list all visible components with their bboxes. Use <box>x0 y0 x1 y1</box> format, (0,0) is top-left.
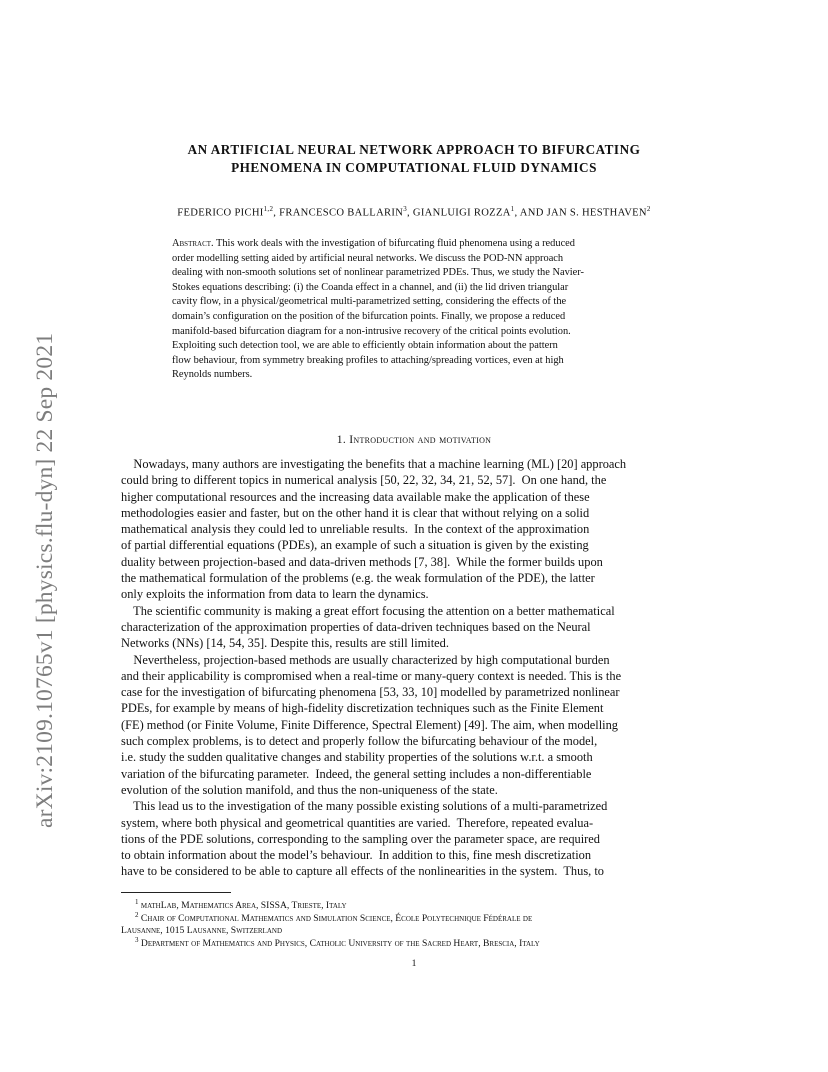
footnote-text: mathLab, Mathematics Area, SISSA, Trieste, Italy <box>140 900 347 912</box>
abstract-line: Exploiting such detection tool, we are able to efficiently obtain information about the pattern <box>172 340 558 352</box>
author-name: JAN S. HESTHAVEN <box>546 207 647 219</box>
body-line: Networks (NNs) [14, 54, 35]. Despite this, results are still limited. <box>121 636 449 651</box>
body-line: such complex problems, is to detect and properly follow the bifurcating behaviour of the model, <box>121 734 598 749</box>
footnote-marker: 1 <box>135 898 139 906</box>
abstract-line: order modelling setting aided by artificial neural networks. We discuss the POD-NN approach <box>172 252 564 264</box>
abstract-line: Reynolds numbers. <box>172 369 253 381</box>
body-line: higher computational resources and the increasing data available make the application of these <box>121 489 590 504</box>
author-separator: , <box>273 207 280 219</box>
affiliation-marker: 1,2 <box>263 205 274 213</box>
abstract-line: cavity flow, in a physical/geometrical multi-parametrized setting, considering the effects of the <box>172 296 567 308</box>
body-line: have to be considered to be able to capture all effects of the nonlinearities in the system. Thus, to <box>121 864 604 879</box>
footnote-text: Chair of Computational Mathematics and Simulation Science, École Polytechnique Fédérale de <box>140 912 533 924</box>
body-line: of partial differential equations (PDEs), an example of such a situation is given by the existing <box>121 538 589 553</box>
title-line: PHENOMENA IN COMPUTATIONAL FLUID DYNAMICS <box>231 160 597 175</box>
abstract <box>172 237 658 383</box>
body-line: duality between projection-based and data-driven methods [7, 38]. While the former builds upon <box>121 554 603 569</box>
author-name: FEDERICO PICHI <box>177 207 264 219</box>
page-number: 1 <box>411 958 417 969</box>
body-line: could bring to different topics in numerical analysis [50, 22, 32, 34, 21, 52, 57]. On one hand, the <box>121 473 607 488</box>
abstract-line <box>172 237 658 252</box>
body-line: and their applicability is compromised when a real-time or many-query context is needed. This is the <box>121 668 622 683</box>
abstract-line: flow behaviour, from symmetry breaking profiles to attaching/spreading vortices, even at high <box>172 354 564 366</box>
body-line: to obtain information about the model’s behaviour. In addition to this, fine mesh discretization <box>121 848 592 863</box>
body-line: methodologies easier and faster, but on the other hand it is clear that without relying on a solid <box>121 505 590 520</box>
affiliation-marker: 3 <box>403 205 407 213</box>
arxiv-identifier[interactable]: arXiv:2109.10765v1 [physics.flu-dyn] 22 Sep 2021 <box>32 332 58 828</box>
section-heading: 1. Introduction and motivation <box>336 433 492 446</box>
abstract-heading: Abstract. <box>172 238 214 249</box>
footnote-marker: 3 <box>135 935 139 944</box>
footnote-rule <box>121 892 231 893</box>
author-name: GIANLUIGI ROZZA <box>412 207 511 219</box>
body-line: case for the investigation of bifurcating phenomena [53, 33, 10] modelled by parametrized nonlinear <box>121 685 620 700</box>
author-separator: , AND <box>514 207 547 219</box>
body-line: i.e. study the sudden qualitative changes and stability properties of the solutions w.r.t. a smooth <box>121 750 593 765</box>
footnote-text: Department of Mathematics and Physics, Catholic University of the Sacred Heart, Brescia, Italy <box>140 937 540 949</box>
abstract-line: domain’s configuration on the position of the bifurcation points. Finally, we propose a reduced <box>172 310 566 322</box>
body-line: mathematical analysis they could led to unreliable results. In the context of the approximation <box>121 522 590 537</box>
author-name: FRANCESCO BALLARIN <box>279 207 404 219</box>
affiliation-marker: 1 <box>510 205 515 213</box>
paper-title <box>120 141 708 177</box>
footnote <box>121 909 711 922</box>
body-line: characterization of the approximation properties of data-driven techniques based on the Neural <box>121 619 591 634</box>
abstract-line: dealing with non-smooth solutions set of nonlinear parametrized PDEs. Thus, we study the Navier- <box>172 267 584 279</box>
body-line: system, where both physical and geometrical quantities are varied. Therefore, repeated evalua- <box>121 815 594 830</box>
footnote <box>121 896 711 912</box>
author-list <box>100 202 728 221</box>
body-text <box>121 456 709 880</box>
author-separator: , <box>407 207 413 219</box>
footnote-text: Lausanne, 1015 Lausanne, Switzerland <box>121 925 283 937</box>
abstract-line: Stokes equations describing: (i) the Coanda effect in a channel, and (ii) the lid driven triangular <box>172 281 569 293</box>
body-line: the mathematical formulation of the problems (e.g. the weak formulation of the PDE), the latter <box>121 571 595 586</box>
footnotes <box>121 896 711 949</box>
abstract-line: manifold-based bifurcation diagram for a non-intrusive recovery of the critical points evolution. <box>172 325 571 337</box>
body-line: Nowadays, many authors are investigating the benefits that a machine learning (ML) [20] approach <box>121 457 627 471</box>
body-line: PDEs, for example by means of high-fidelity discretization techniques such as the Finite Element <box>121 701 604 716</box>
body-line: Nevertheless, projection-based methods are usually characterized by high computational burden <box>121 652 610 667</box>
body-line: evolution of the solution manifold, and thus the non-uniqueness of the state. <box>121 782 498 797</box>
abstract-text: This work deals with the investigation of bifurcating fluid phenomena using a reduced <box>213 238 575 249</box>
footnote-marker: 2 <box>135 910 139 919</box>
title-line: AN ARTIFICIAL NEURAL NETWORK APPROACH TO BIFURCATING <box>187 142 641 157</box>
body-line: (FE) method (or Finite Volume, Finite Difference, Spectral Element) [49]. The aim, when modelling <box>121 717 619 732</box>
body-line: The scientific community is making a great effort focusing the attention on a better mathematical <box>121 603 615 618</box>
footnote <box>121 934 711 947</box>
body-line: only exploits the information from data to learn the dynamics. <box>121 587 429 602</box>
affiliation-marker: 2 <box>646 205 651 213</box>
body-line: tions of the PDE solutions, corresponding to the sampling over the parameter space, are required <box>121 831 600 846</box>
body-line: variation of the bifurcating parameter. Indeed, the general setting includes a non-differentiable <box>121 766 592 781</box>
body-line: This lead us to the investigation of the many possible existing solutions of a multi-parametrized <box>121 799 608 814</box>
